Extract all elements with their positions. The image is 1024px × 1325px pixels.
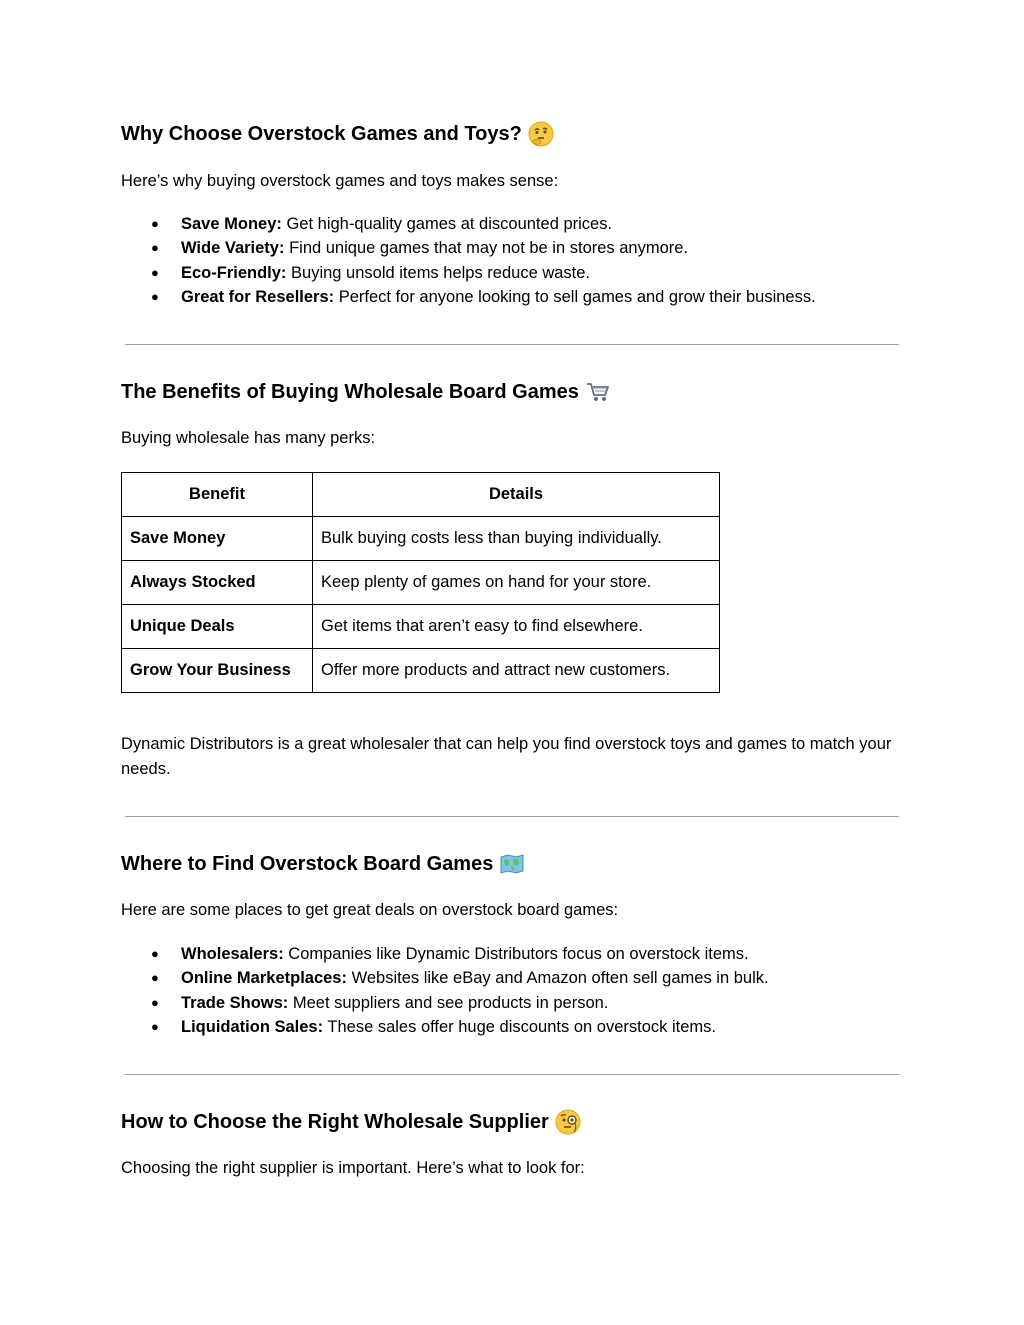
- list-item-text: Find unique games that may not be in stores anymore.: [284, 239, 689, 258]
- heading-text: Why Choose Overstock Games and Toys?: [121, 123, 522, 145]
- list-item-text: Companies like Dynamic Distributors focus on overstock items.: [283, 945, 749, 963]
- list-item: [121, 966, 769, 990]
- list-item: [121, 261, 816, 285]
- list-item-term: Wide Variety:: [181, 239, 285, 258]
- section-intro: Here’s why buying overstock games and toys makes sense:: [121, 172, 559, 190]
- details-cell: Bulk buying costs less than buying individually.: [313, 517, 720, 561]
- bullet-list: [121, 942, 769, 1039]
- section-heading: [121, 1109, 581, 1135]
- section-intro: Buying wholesale has many perks:: [121, 429, 376, 447]
- table-row: [122, 517, 720, 561]
- list-item: [121, 1015, 769, 1039]
- list-item-text: Websites like eBay and Amazon often sell games in bulk.: [346, 969, 769, 988]
- list-item-text: Get high-quality games at discounted prices.: [281, 215, 613, 233]
- list-item: [121, 285, 816, 309]
- benefit-cell: Grow Your Business: [122, 649, 313, 693]
- list-item: [121, 212, 816, 236]
- list-item: [121, 991, 769, 1015]
- section-heading: [121, 121, 554, 147]
- world-map-icon: [499, 851, 525, 877]
- horizontal-rule: [125, 816, 899, 817]
- section-intro: Here are some places to get great deals on overstock board games:: [121, 901, 619, 919]
- shopping-cart-icon: [585, 379, 611, 405]
- heading-text: How to Choose the Right Wholesale Supplier: [121, 1111, 549, 1133]
- face-with-monocle-icon: [555, 1109, 581, 1135]
- table-row: [122, 561, 720, 605]
- table-header-row: [122, 473, 720, 517]
- details-cell: Keep plenty of games on hand for your store.: [313, 561, 720, 605]
- heading-text: Where to Find Overstock Board Games: [121, 853, 494, 875]
- heading-text: The Benefits of Buying Wholesale Board Games: [121, 381, 579, 403]
- table-row: [122, 649, 720, 693]
- section-heading: [121, 851, 525, 877]
- details-cell: Get items that aren’t easy to find elsewhere.: [313, 605, 720, 649]
- table-row: [122, 605, 720, 649]
- column-header-benefit: Benefit: [122, 473, 313, 517]
- list-item-term: Trade Shows:: [181, 993, 289, 1012]
- list-item-text: Meet suppliers and see products in person.: [288, 993, 609, 1012]
- benefits-table: [121, 472, 720, 693]
- list-item-term: Online Marketplaces:: [181, 969, 347, 988]
- benefit-cell: Save Money: [122, 517, 313, 561]
- list-item-term: Eco-Friendly:: [181, 263, 287, 282]
- benefit-cell: Unique Deals: [122, 605, 313, 649]
- horizontal-rule: [125, 344, 899, 345]
- list-item-text: These sales offer huge discounts on overstock items.: [323, 1017, 716, 1036]
- list-item-text: Buying unsold items helps reduce waste.: [286, 263, 591, 282]
- list-item-term: Liquidation Sales:: [181, 1017, 324, 1036]
- section-intro: Choosing the right supplier is important. Here’s what to look for:: [121, 1159, 585, 1177]
- bullet-list: [121, 212, 816, 309]
- horizontal-rule: [125, 1074, 899, 1075]
- thinking-face-icon: [528, 121, 554, 147]
- list-item: [121, 942, 769, 966]
- section-outro: Dynamic Distributors is a great wholesaler that can help you find overstock toys and games to match your needs.: [121, 735, 892, 778]
- section-heading: [121, 379, 611, 405]
- list-item: [121, 236, 816, 260]
- list-item-term: Save Money:: [181, 215, 282, 233]
- benefit-cell: Always Stocked: [122, 561, 313, 605]
- list-item-term: Great for Resellers:: [181, 287, 335, 306]
- list-item-text: Perfect for anyone looking to sell games and grow their business.: [334, 287, 816, 306]
- details-cell: Offer more products and attract new customers.: [313, 649, 720, 693]
- column-header-details: Details: [313, 473, 720, 517]
- list-item-term: Wholesalers:: [181, 945, 284, 963]
